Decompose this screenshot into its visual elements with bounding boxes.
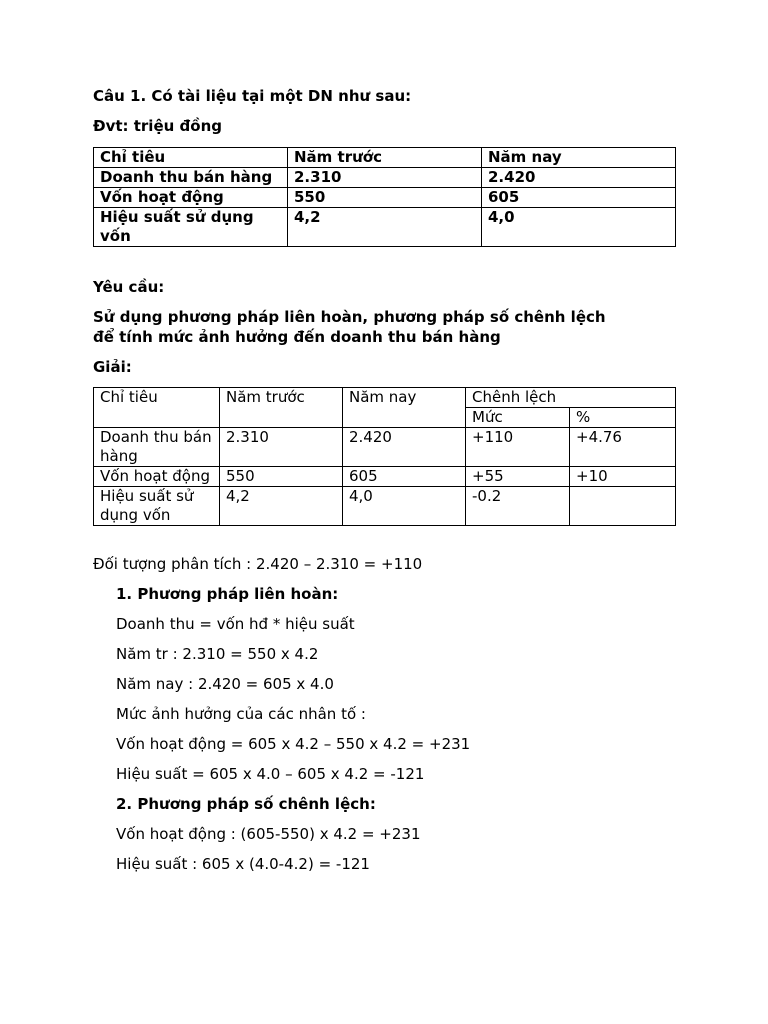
header-cell: Chỉ tiêu xyxy=(94,148,288,168)
table-header-row xyxy=(94,148,676,168)
data-table xyxy=(93,147,676,247)
requirement-label: Yêu cầu: xyxy=(93,278,165,296)
table-header-row xyxy=(94,388,676,408)
header-cell: Năm trước xyxy=(288,148,482,168)
table-cell: +10 xyxy=(570,467,676,487)
table-cell: 550 xyxy=(220,467,343,487)
table-cell: +55 xyxy=(466,467,570,487)
table-cell: 4,2 xyxy=(288,208,482,247)
method1-line: Mức ảnh hưởng của các nhân tố : xyxy=(116,705,366,723)
solution-label: Giải: xyxy=(93,358,132,376)
document-page xyxy=(93,86,675,874)
header-cell: Năm nay xyxy=(343,388,466,428)
analysis-object: Đối tượng phân tích : 2.420 – 2.310 = +110 xyxy=(93,555,423,573)
method1-line: Năm tr : 2.310 = 550 x 4.2 xyxy=(116,645,319,663)
subheader-cell: % xyxy=(570,408,676,428)
table-row xyxy=(94,168,676,188)
table-cell: 4,0 xyxy=(343,487,466,526)
table-row xyxy=(94,467,676,487)
table-cell: 550 xyxy=(288,188,482,208)
table-cell: Doanh thu bán hàng xyxy=(94,168,288,188)
method1-line: Hiệu suất = 605 x 4.0 – 605 x 4.2 = -121 xyxy=(116,765,425,783)
table-cell: Vốn hoạt động xyxy=(94,467,220,487)
method2-line: Hiệu suất : 605 x (4.0-4.2) = -121 xyxy=(116,855,370,873)
table-cell: 2.420 xyxy=(482,168,676,188)
header-cell: Chênh lệch xyxy=(466,388,676,408)
table-row xyxy=(94,428,676,467)
subheader-cell: Mức xyxy=(466,408,570,428)
header-cell: Năm nay xyxy=(482,148,676,168)
method2-line: Vốn hoạt động : (605-550) x 4.2 = +231 xyxy=(116,825,421,843)
table-cell: Hiệu suất sử dụng vốn xyxy=(94,487,220,526)
method1-line: Năm nay : 2.420 = 605 x 4.0 xyxy=(116,675,334,693)
table-cell: +4.76 xyxy=(570,428,676,467)
table-row xyxy=(94,188,676,208)
method1-line: Vốn hoạt động = 605 x 4.2 – 550 x 4.2 = +231 xyxy=(116,735,471,753)
table-cell: Doanh thu bán hàng xyxy=(94,428,220,467)
method2-title: 2. Phương pháp số chênh lệch: xyxy=(116,795,376,813)
table-cell: 2.420 xyxy=(343,428,466,467)
table-cell: Vốn hoạt động xyxy=(94,188,288,208)
method1-title: 1. Phương pháp liên hoàn: xyxy=(116,585,339,603)
table-cell: -0.2 xyxy=(466,487,570,526)
table-cell xyxy=(570,487,676,526)
question-title: Câu 1. Có tài liệu tại một DN như sau: xyxy=(93,87,412,105)
table-cell: 2.310 xyxy=(288,168,482,188)
method1-line: Doanh thu = vốn hđ * hiệu suất xyxy=(116,615,355,633)
header-cell: Năm trước xyxy=(220,388,343,428)
table-row xyxy=(94,208,676,247)
requirement-text-line2: để tính mức ảnh hưởng đến doanh thu bán hàng xyxy=(93,328,501,346)
table-cell: 4,0 xyxy=(482,208,676,247)
solution-table xyxy=(93,387,676,526)
table-cell: +110 xyxy=(466,428,570,467)
table-cell: 605 xyxy=(343,467,466,487)
unit-note: Đvt: triệu đồng xyxy=(93,117,222,135)
table-cell: 4,2 xyxy=(220,487,343,526)
header-cell: Chỉ tiêu xyxy=(94,388,220,428)
table-cell: 605 xyxy=(482,188,676,208)
requirement-text-line1: Sử dụng phương pháp liên hoàn, phương pháp số chênh lệch xyxy=(93,308,606,326)
table-row xyxy=(94,487,676,526)
table-cell: 2.310 xyxy=(220,428,343,467)
table-cell: Hiệu suất sử dụng vốn xyxy=(94,208,288,247)
